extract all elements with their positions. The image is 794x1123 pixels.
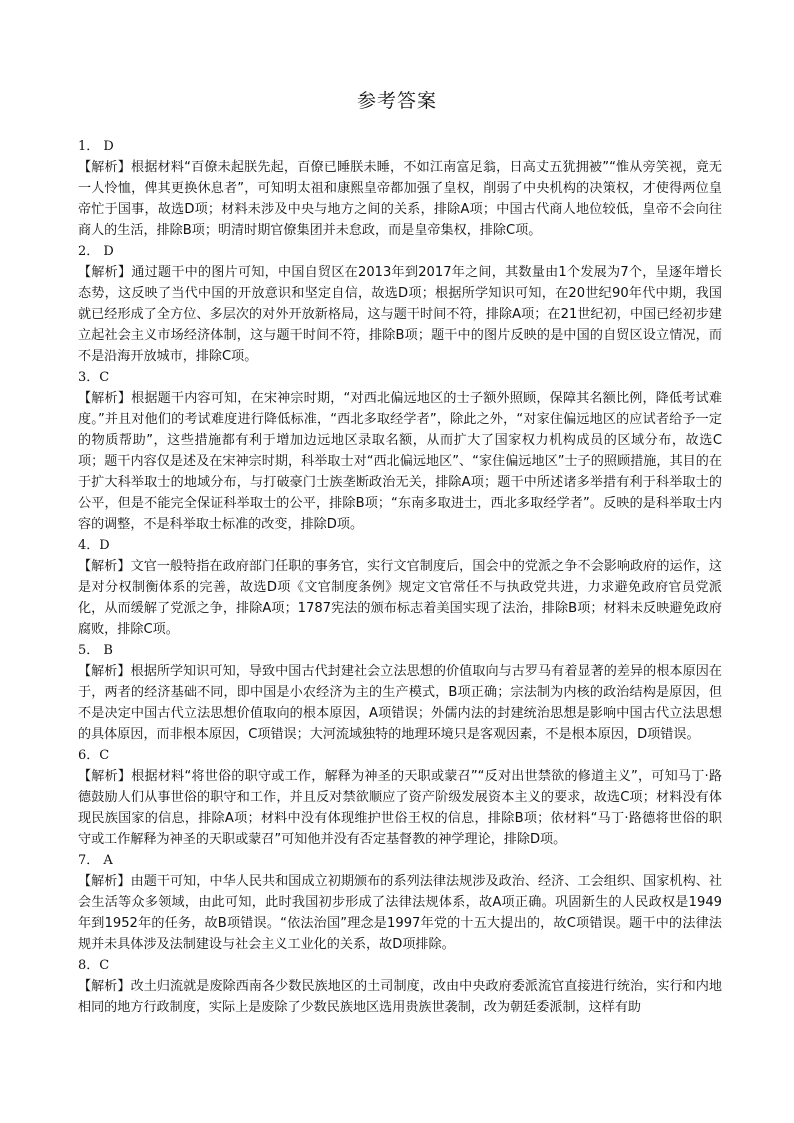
answer-list	[78, 136, 722, 1018]
answer-explanation: 【解析】改土归流就是废除西南各少数民族地区的土司制度，改由中央政府委派流官直接进行统治，实行和内地相同的地方行政制度，实际上是废除了少数民族地区选用贵族世袭制，改为朝廷委派制，这样有助	[78, 979, 722, 1015]
answer-item-5	[78, 640, 722, 745]
answer-number: 5． B	[78, 643, 113, 658]
answer-explanation: 【解析】通过题干中的图片可知，中国自贸区在2013年到2017年之间，其数量由1个发展为7个，呈逐年增长态势，这反映了当代中国的开放意识和坚定自信，故选D项；根据所学知识可知，在20世纪90年代中期，我国就已经形成了全方位、多层次的对外开放新格局，这与题干时间不符，排除A项；在21世纪初，中国已经初步建立起社会主义市场经济体制，这与题干时间不符，排除B项；题干中的图片反映的是中国的自贸区设立情况，而不是沿海开放城市，排除C项。	[78, 265, 722, 364]
answer-item-3	[78, 367, 722, 535]
answer-number: 7． A	[78, 853, 113, 868]
answer-explanation: 【解析】文官一般特指在政府部门任职的事务官，实行文官制度后，国会中的党派之争不会影响政府的运作，这是对分权制衡体系的完善，故选D项《文官制度条例》规定文官常任不与执政党共进，力求避免政府官员党派化，从而缓解了党派之争，排除A项；1787宪法的颁布标志着美国实现了法治，排除B项；材料未反映避免政府腐败，排除C项。	[78, 559, 722, 637]
answer-number: 6．C	[78, 748, 110, 763]
answer-item-8	[78, 955, 722, 1018]
answer-explanation: 【解析】由题干可知，中华人民共和国成立初期颁布的系列法律法规涉及政治、经济、工会组织、国家机构、社会生活等众多领域，由此可知，此时我国初步形成了法律法规体系，故A项正确。巩固新生的人民政权是1949年到1952年的任务，故B项错误。“依法治国”理念是1997年党的十五大提出的，故C项错误。题干中的法律法规并未具体涉及法制建设与社会主义工业化的关系，故D项排除。	[78, 874, 722, 952]
page-title: 参考答案	[356, 90, 437, 112]
answer-explanation: 【解析】根据材料“将世俗的职守或工作，解释为神圣的天职或蒙召”“反对出世禁欲的修道主义”，可知马丁·路德鼓励人们从事世俗的职守和工作，并且反对禁欲顺应了资产阶级发展资本主义的要求，故选C项；材料没有体现民族国家的信息，排除A项；材料中没有体现维护世俗王权的信息，排除B项；依材料“马丁·路德将世俗的职守或工作解释为神圣的天职或蒙召”可知他并没有否定基督教的神学理论，排除D项。	[78, 769, 722, 847]
answer-item-6	[78, 745, 722, 850]
answer-item-7	[78, 850, 722, 955]
answer-explanation: 【解析】根据材料“百僚未起朕先起，百僚已睡朕未睡，不如江南富足翁，日高丈五犹拥被”“惟从旁笑视，竟无一人怜恤，俾其更换休息者”，可知明太祖和康熙皇帝都加强了皇权，削弱了中央机构的决策权，才使得两位皇帝忙于国事，故选D项；材料未涉及中央与地方之间的关系，排除A项；中国古代商人地位较低，皇帝不会向往商人的生活，排除B项；明清时期官僚集团并未怠政，而是皇帝集权，排除C项。	[78, 160, 722, 238]
answer-item-4	[78, 535, 722, 640]
answer-number: 8．C	[78, 958, 110, 973]
answer-item-2	[78, 241, 722, 367]
answer-explanation: 【解析】根据所学知识可知，导致中国古代封建社会立法思想的价值取向与古罗马有着显著的差异的根本原因在于，两者的经济基础不同，即中国是小农经济为主的生产模式，B项正确；宗法制为内核的政治结构是原因，但不是决定中国古代立法思想价值取向的根本原因，A项错误；外儒内法的封建统治思想是影响中国古代立法思想的具体原因，而非根本原因，C项错误；大河流域独特的地理环境只是客观因素，不是根本原因，D项错误。	[78, 664, 722, 742]
answer-item-1	[78, 136, 722, 241]
answer-number: 2． D	[78, 244, 114, 259]
answer-number: 3．C	[78, 370, 110, 385]
answer-explanation: 【解析】根据题干内容可知，在宋神宗时期，“对西北偏远地区的士子额外照顾，保障其名额比例，降低考试难度。”并且对他们的考试难度进行降低标准，“西北多取经学者”，除此之外，“对家住偏远地区的应试者给予一定的物质帮助”，这些措施都有利于增加边远地区录取名额，从而扩大了国家权力机构成员的区域分布，故选C项；题干内容仅是述及在宋神宗时期，科举取士对“西北偏远地区”、“家住偏远地区”士子的照顾措施，其目的在于扩大科举取士的地域分布，与打破豪门士族垄断政治无关，排除A项；题干中所述诸多举措有利于科举取士的公平，但是不能完全保证科举取士的公平，排除B项；“东南多取进士，西北多取经学者”。反映的是科举取士内容的调整，不是科举取士标准的改变，排除D项。	[78, 391, 722, 532]
answer-number: 4．D	[78, 538, 110, 553]
answer-number: 1． D	[78, 139, 114, 154]
